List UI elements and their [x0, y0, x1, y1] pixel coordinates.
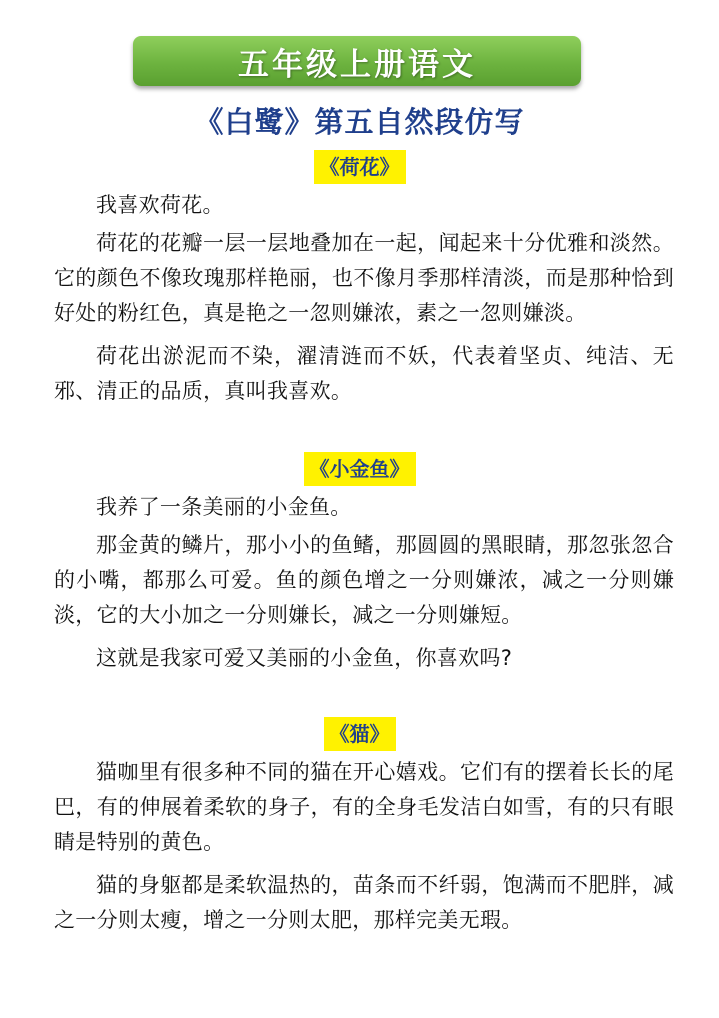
section-title: 《荷花》: [314, 150, 406, 184]
section-title: 《猫》: [324, 717, 396, 751]
paragraph: 那金黄的鳞片，那小小的鱼鳍，那圆圆的黑眼睛，那忽张忽合的小嘴，都那么可爱。鱼的颜色增之一分则嫌浓，减之一分则嫌淡，它的大小加之一分则嫌长，减之一分则嫌短。: [54, 533, 674, 627]
paragraph: 猫咖里有很多种不同的猫在开心嬉戏。它们有的摆着长长的尾巴，有的伸展着柔软的身子，有的全身毛发洁白如雪，有的只有眼睛是特别的黄色。: [54, 760, 674, 854]
title-banner: [133, 36, 581, 86]
paragraph: 猫的身躯都是柔软温热的，苗条而不纤弱，饱满而不肥胖，减之一分则太瘦，增之一分则太肥，那样完美无瑕。: [54, 873, 674, 932]
page-subtitle: 《白鹭》第五自然段仿写: [194, 105, 525, 139]
paragraph: 荷花出淤泥而不染，濯清涟而不妖，代表着坚贞、纯洁、无邪、清正的品质，真叫我喜欢。: [54, 344, 674, 403]
section-title: 《小金鱼》: [304, 452, 416, 486]
paragraph: 这就是我家可爱又美丽的小金鱼，你喜欢吗?: [96, 646, 513, 670]
paragraph: 荷花的花瓣一层一层地叠加在一起，闻起来十分优雅和淡然。它的颜色不像玫瑰那样艳丽，也不像月季那样清淡，而是那种恰到好处的粉红色，真是艳之一忽则嫌浓，素之一忽则嫌淡。: [54, 231, 674, 325]
banner-title: 五年级上册语文: [238, 46, 476, 83]
paragraph: 我养了一条美丽的小金鱼。: [96, 495, 352, 519]
paragraph: 我喜欢荷花。: [96, 193, 224, 217]
section-heading-cat: [0, 717, 719, 751]
section-heading-lotus: [0, 150, 719, 184]
section-heading-goldfish: [0, 452, 719, 486]
